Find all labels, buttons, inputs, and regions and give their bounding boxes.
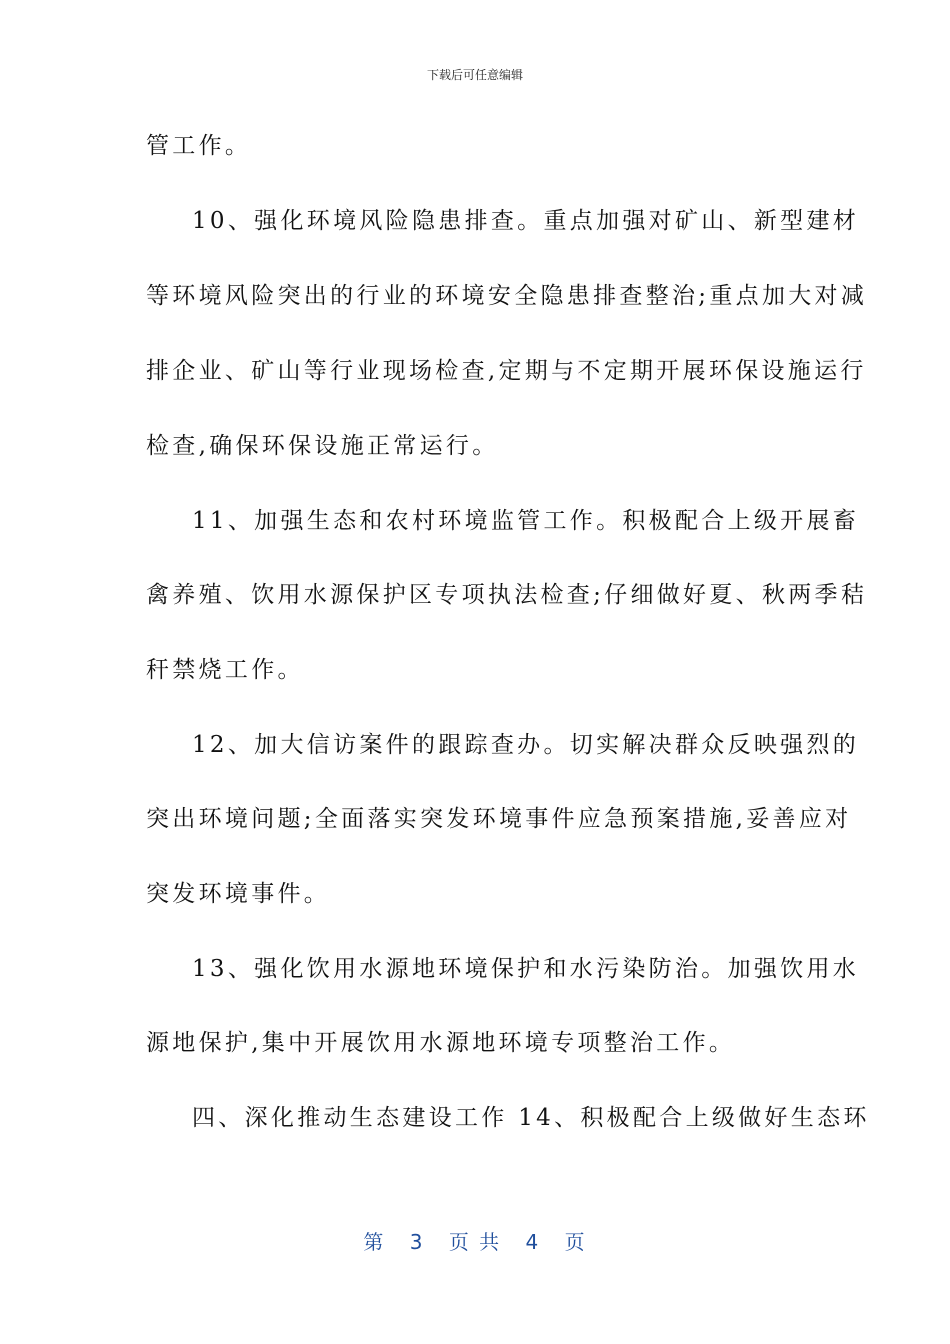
footer-di: 第 [363, 1230, 386, 1254]
page-footer [0, 1226, 950, 1255]
text-line: 突发环境事件。 [146, 881, 331, 907]
total-pages-number: 4 [525, 1230, 541, 1254]
text-line: 禽养殖、饮用水源保护区专项执法检查;仔细做好夏、秋两季秸 [146, 582, 868, 608]
text-line: 10、强化环境风险隐患排查。重点加强对矿山、新型建材 [192, 208, 860, 234]
text-line: 突出环境问题;全面落实突发环境事件应急预案措施,妥善应对 [146, 806, 852, 832]
text-line: 秆禁烧工作。 [146, 657, 304, 683]
current-page-number: 3 [409, 1230, 425, 1254]
text-line: 12、加大信访案件的跟踪查办。切实解决群众反映强烈的 [192, 732, 860, 758]
text-line: 等环境风险突出的行业的环境安全隐患排查整治;重点加大对减 [146, 283, 868, 309]
text-line: 管工作。 [146, 133, 252, 159]
text-line: 检查,确保环保设施正常运行。 [146, 433, 499, 459]
footer-ye-gong: 页 共 [448, 1230, 502, 1254]
page-header: 下载后可任意编辑 [426, 68, 523, 82]
text-line: 四、深化推动生态建设工作 14、积极配合上级做好生态环 [192, 1105, 870, 1131]
text-line: 源地保护,集中开展饮用水源地环境专项整治工作。 [146, 1030, 736, 1056]
text-line: 13、强化饮用水源地环境保护和水污染防治。加强饮用水 [192, 956, 860, 982]
text-line: 排企业、矿山等行业现场检查,定期与不定期开展环保设施运行 [146, 358, 867, 384]
footer-ye: 页 [564, 1230, 587, 1254]
text-line: 11、加强生态和农村环境监管工作。积极配合上级开展畜 [192, 508, 860, 534]
